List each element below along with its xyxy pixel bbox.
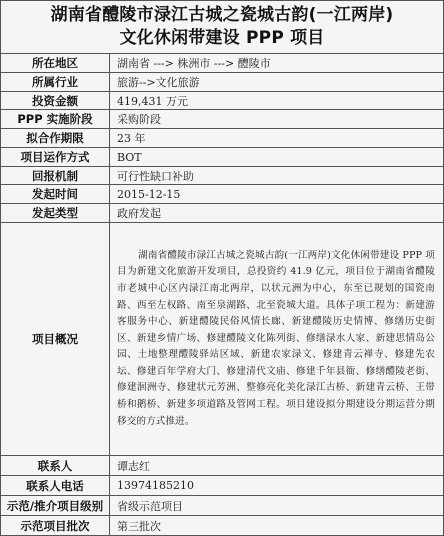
table-row [1,185,443,204]
table-row [1,496,443,516]
launch-date-label: 发起时间 [1,185,110,204]
table-row [1,54,443,73]
term-label: 拟合作期限 [1,129,110,148]
table-row [1,167,443,185]
launch-type-value: 政府发起 [110,204,444,223]
operation-mode-label: 项目运作方式 [1,148,110,167]
contact-value: 谭志红 [110,456,444,476]
phone-label: 联系人电话 [1,476,110,496]
ppp-stage-label: PPP 实施阶段 [1,110,110,129]
demo-level-value: 省级示范项目 [110,496,444,516]
table-row [1,516,443,536]
demo-level-label: 示范/推介项目级别 [1,496,110,516]
return-mechanism-label: 回报机制 [1,167,110,185]
phone-value: 13974185210 [110,476,444,496]
page-title [1,1,443,54]
info-table [1,54,443,535]
table-row [1,476,443,496]
return-mechanism-value: 可行性缺口补助 [110,167,444,185]
operation-mode-value: BOT [110,148,444,167]
table-row [1,73,443,92]
term-value: 23 年 [110,129,444,148]
overview-text: 湖南省醴陵市渌江古城之瓷城古韵(一江两岸)文化休闲带建设 PPP 项目为新建文化旅游开发项目，总投资约 41.9 亿元，项目位于湖南省醴陵市老城中心区内渌江南北两岸，以状元洲为中心，东至已规划的国瓷南路、西至左权路、南至泉湖路、北至瓷城大道。具体子项工程为：新建游客服务中心、新建醴陵民俗风情长廊、新建醴陵历史情博、修缮历史街区、新建乡情广场、修建醴陵文化陈列街、修缮渌水人家、新建思情岛公园、土地整理醴陵驿站区域、新建农家渌文、修建青云禅寺、修建先农坛、修建百年学府大门、修建清代文庙、修建千年县衙、修缮醴陵老街、修建洄洲寺、修建状元芳洲、整修亮化美化渌江古桥、新建青云桥、王带桥和鹅桥、新建多项道路及管网工程。项目建设拟分期建设分期运营分期移交的方式推进。 [117,249,435,427]
table-row [1,204,443,223]
investment-label: 投资金额 [1,92,110,110]
demo-batch-value: 第三批次 [117,519,161,533]
launch-date-value: 2015-12-15 [110,185,444,204]
title-line-2: 文化休闲带建设 PPP 项目 [119,28,325,48]
table-row [1,223,443,456]
table-row [1,110,443,129]
overview-label: 项目概况 [1,223,110,456]
industry-value: 旅游-->文化旅游 [110,73,444,92]
table-row [1,148,443,167]
region-label: 所在地区 [1,54,110,73]
region-value: 湖南省 ---> 株洲市 ---> 醴陵市 [110,54,444,73]
launch-type-label: 发起类型 [1,204,110,223]
table-row [1,456,443,476]
title-line-1: 湖南省醴陵市渌江古城之瓷城古韵(一江两岸) [50,5,394,25]
industry-label: 所属行业 [1,73,110,92]
contact-label: 联系人 [1,456,110,476]
demo-batch-label: 示范项目批次 [1,516,110,536]
ppp-stage-value: 采购阶段 [110,110,444,129]
table-row [1,92,443,110]
overview-cell [110,223,444,456]
investment-value: 419,431 万元 [110,92,444,110]
table-row [1,129,443,148]
